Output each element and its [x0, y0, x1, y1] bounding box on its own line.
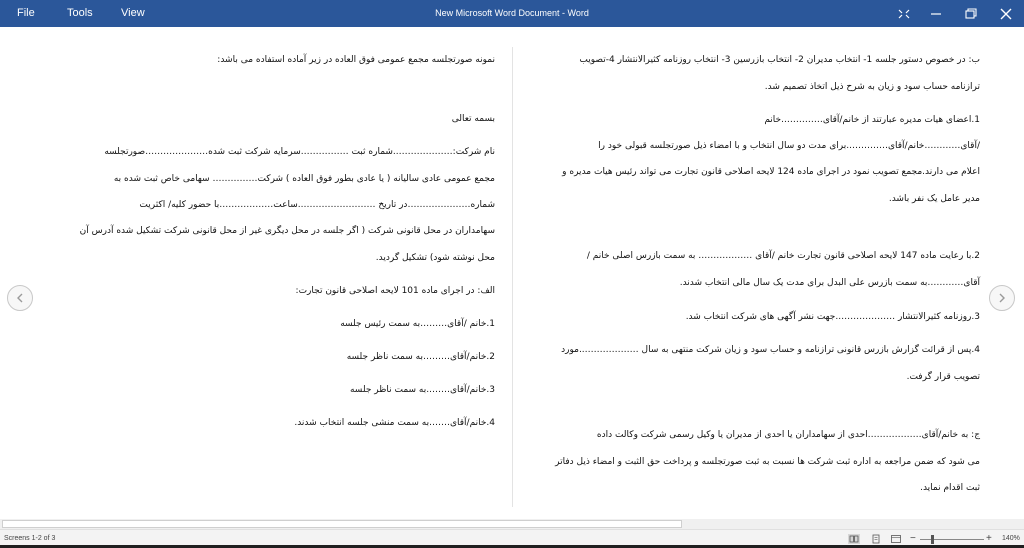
text-line: مجمع عمومی عادی سالیانه ( یا عادی بطور فوق العاده ) شرکت…………… سهامی خاص ثبت شده به: [113, 174, 495, 184]
scrollbar-thumb[interactable]: [2, 520, 682, 528]
text-line: شماره…………………در تاریخ ……………………..ساعت………………با حضور کلیه/ اکثریت: [139, 200, 495, 210]
web-layout-icon[interactable]: [890, 534, 902, 544]
focus-button[interactable]: [888, 0, 920, 27]
text-line: الف: در اجرای ماده 101 لایحه اصلاحی قانون تجارت:: [295, 286, 495, 296]
page-count: Screens 1-2 of 3: [4, 535, 56, 542]
text-line: 2.خانم/آقای………به سمت ناظر جلسه: [346, 352, 495, 362]
text-line: ثبت اقدام نماید.: [920, 483, 980, 493]
text-line: نام شرکت:………………..شماره ثبت …………….سرمایه شرکت ثبت شده…………………صورتجلسه: [104, 147, 495, 157]
window-title: New Microsoft Word Document - Word: [435, 8, 589, 18]
previous-page-button[interactable]: [7, 285, 33, 311]
text-line: تصویب قرار گرفت.: [906, 372, 980, 382]
text-line: مدیر عامل یک نفر باشد.: [888, 194, 980, 204]
text-line: 1.خانم /آقای………به سمت رئیس جلسه: [340, 319, 495, 329]
text-line: ج: به خانم/آقای………………احدی از سهامداران یا احدی از مدیران یا وکیل رسمی شرکت وکالت داده: [596, 430, 980, 440]
text-line: 3.روزنامه کثیرالانتشار ………………..جهت نشر آگهی های شرکت انتخاب شد.: [685, 312, 980, 322]
text-line: 4.خانم/آقای…….به سمت منشی جلسه انتخاب شدند.: [294, 418, 495, 428]
text-line: /آقای…………خانم/آقای…………..برای مدت دو سال انتخاب و با امضاء ذیل صورتجلسه قبولی خود را: [598, 141, 980, 151]
next-page-button[interactable]: [989, 285, 1015, 311]
text-line: می شود که ضمن مراجعه به اداره ثبت شرکت ها نسبت به ثبت صورتجلسه و پرداخت حق الثبت و امضاء ذیل دفاتر: [555, 457, 980, 467]
text-line: ب: در خصوص دستور جلسه 1- انتخاب مدیران 2- انتخاب بازرسین 3- انتخاب روزنامه کثیرالانتشار 4-تصویب: [579, 55, 980, 65]
text-line: اعلام می دارند.مجمع تصویب نمود در اجرای ماده 124 لایحه اصلاحی قانون تجارت می تواند رئیس هیات مدیره و: [562, 167, 980, 177]
document-area[interactable]: [0, 27, 1024, 519]
close-icon: [1000, 8, 1012, 20]
menu-view[interactable]: View: [121, 7, 145, 19]
menu-tools[interactable]: Tools: [67, 7, 93, 19]
text-line: 2.با رعایت ماده 147 لایحه اصلاحی قانون تجارت خانم /آقای ……………… به سمت بازرس اصلی خانم /: [586, 251, 980, 261]
zoom-slider[interactable]: [920, 539, 984, 540]
horizontal-scrollbar[interactable]: [0, 519, 1024, 529]
previous-page-icon: [15, 293, 25, 303]
heading-line: بسمه تعالی: [451, 114, 495, 124]
text-line: ترازنامه حساب سود و زیان به شرح ذیل اتخاذ تصمیم شد.: [764, 82, 980, 92]
minimize-icon: [930, 9, 942, 19]
text-line: نمونه صورتجلسه مجمع عمومی فوق العاده در زیر آماده استفاده می باشد:: [217, 55, 495, 65]
zoom-out-button[interactable]: −: [910, 533, 916, 544]
title-bar: [0, 0, 1024, 27]
zoom-slider-thumb[interactable]: [931, 535, 934, 544]
page-divider: [512, 47, 513, 507]
zoom-in-button[interactable]: +: [986, 533, 992, 544]
text-line: سهامداران در محل قانونی شرکت ( اگر جلسه در محل دیگری غیر از محل قانونی شرکت تشکیل شده آدرس آن: [79, 226, 495, 236]
text-line: 4.پس از قرائت گزارش بازرس قانونی ترازنامه و حساب سود و زیان شرکت منتهی به سال ………………..مورد: [561, 345, 980, 355]
text-line: 1.اعضای هیات مدیره عبارتند از خانم/آقای…………..خانم: [764, 115, 980, 125]
next-page-icon: [997, 293, 1007, 303]
focus-icon: [898, 9, 910, 19]
text-line: 3.خانم/آقای……..به سمت ناظر جلسه: [349, 385, 495, 395]
restore-icon: [965, 8, 977, 19]
text-line: آقای…………به سمت بازرس علی البدل برای مدت یک سال مالی انتخاب شدند.: [679, 278, 980, 288]
minimize-button[interactable]: [920, 0, 952, 27]
print-layout-icon[interactable]: [870, 534, 882, 544]
close-button[interactable]: [990, 0, 1022, 27]
restore-button[interactable]: [955, 0, 987, 27]
read-mode-icon[interactable]: [848, 534, 860, 544]
zoom-level[interactable]: 140%: [1002, 535, 1020, 542]
menu-file[interactable]: File: [17, 7, 35, 19]
text-line: محل نوشته شود) تشکیل گردید.: [375, 253, 495, 263]
